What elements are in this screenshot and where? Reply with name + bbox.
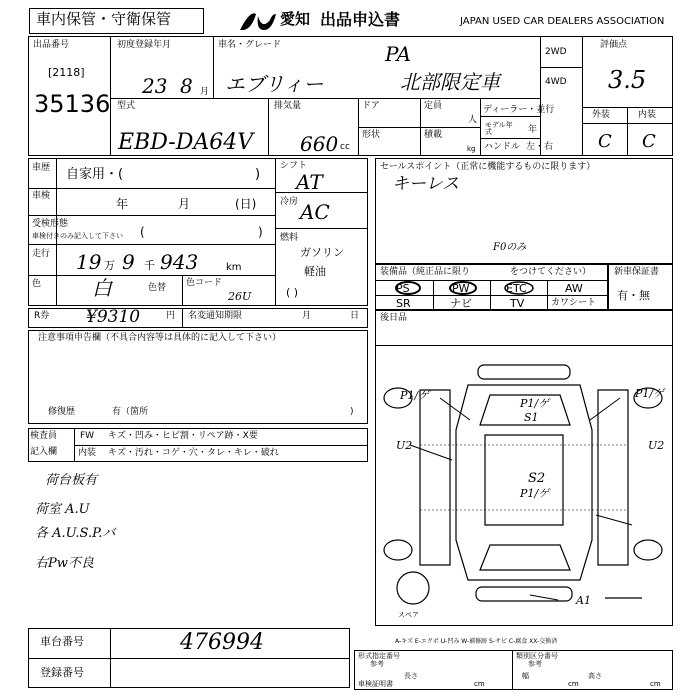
registration-month: 8 xyxy=(180,74,193,98)
equip-etc: ETC xyxy=(506,282,527,295)
sales-point-value: キーレス xyxy=(392,174,460,194)
diag-label-front-right: P1/ゲ xyxy=(635,387,665,400)
name-change-day: 日 xyxy=(350,311,360,321)
model-label: 型式 xyxy=(117,101,136,111)
load-label: 積載 xyxy=(424,130,443,140)
drive-2wd: 2WD xyxy=(545,47,567,57)
engine-value: 660 xyxy=(300,132,339,156)
remark-1: 荷台板有 xyxy=(45,473,98,488)
registration-label: 初度登録年月 xyxy=(117,40,172,50)
interior-grade: C xyxy=(642,131,656,152)
notes-box xyxy=(28,330,368,424)
color-code: 26U xyxy=(228,290,252,303)
model-year-label: モデル年式 xyxy=(485,121,513,136)
equipment-circle-marks xyxy=(375,264,608,310)
recycle-value: ¥9310 xyxy=(86,307,141,327)
equip-kawa-seat: カワシート xyxy=(551,298,597,308)
mileage-man-unit: 万 xyxy=(104,259,115,272)
history-close: ) xyxy=(255,167,261,182)
equipment-note: F0のみ xyxy=(493,242,527,253)
receipt-label: 受検形態 xyxy=(32,219,69,229)
lot-sub-number: [2118] xyxy=(48,66,85,79)
repair-value: 有（箇所 xyxy=(112,407,149,417)
registration-month-unit: 月 xyxy=(200,87,210,97)
warranty-value: 有・無 xyxy=(617,289,650,302)
interior-label: 内装 xyxy=(638,110,657,120)
engine-label: 排気量 xyxy=(274,101,302,111)
grade-code: PA xyxy=(385,42,412,66)
reg-number-label: 登録番号 xyxy=(40,666,84,679)
equipment-label2: をつけてください） xyxy=(510,267,592,277)
exterior-label: 外装 xyxy=(592,110,611,120)
fuel-paren: ( ) xyxy=(286,286,299,299)
diag-label-front-left: P1/ゲ xyxy=(400,389,430,402)
year-unit: 年 xyxy=(528,125,538,135)
assoc-name: JAPAN USED CAR DEALERS ASSOCIATION xyxy=(460,16,665,27)
ac-label: 冷房 xyxy=(280,197,299,207)
lot-number: 35136 xyxy=(34,90,111,118)
ju-logo xyxy=(236,8,280,34)
inspection-day: (日) xyxy=(235,197,257,211)
registration-year: 23 xyxy=(142,74,168,98)
inspector-record-label: 記入欄 xyxy=(30,447,58,457)
spec-form-ref: 参考 xyxy=(370,660,384,668)
spec-cm-3: cm xyxy=(650,680,661,688)
spec-cm-1: cm xyxy=(474,680,485,688)
chassis-value: 476994 xyxy=(180,630,264,655)
spec-class-ref: 参考 xyxy=(528,660,542,668)
spec-width: 幅 xyxy=(522,672,529,680)
diag-label-u2-right: U2 xyxy=(648,439,665,452)
equip-tv: TV xyxy=(510,297,525,310)
diagram-legend: A-キズ E-エクボ U-凹み W-補修跡 S-サビ C-腐食 XX-交換済 xyxy=(395,638,558,645)
receipt-note: 車検付きのみ記入して下さい xyxy=(32,232,123,240)
diag-label-s1: S1 xyxy=(524,411,539,424)
spec-cert-label: 車検証明書 xyxy=(358,680,393,688)
chassis-label: 車台番号 xyxy=(40,635,84,648)
lot-label: 出品番号 xyxy=(33,40,70,50)
spec-form-label: 形式指定番号 xyxy=(358,652,400,660)
color-label: 色 xyxy=(32,279,42,289)
equip-navi: ナビ xyxy=(450,297,472,310)
spec-box xyxy=(354,650,673,690)
receipt-paren-open: ( xyxy=(140,225,145,239)
capacity-label: 定員 xyxy=(424,101,443,111)
doors-label: ドア xyxy=(362,101,380,111)
storage-label: 車内保管・守衛保管 xyxy=(36,10,172,28)
spec-height: 高さ xyxy=(588,672,602,680)
rating-score: 3.5 xyxy=(608,66,647,94)
spec-length: 長さ xyxy=(404,672,418,680)
drive-4wd: 4WD xyxy=(545,77,567,87)
diag-label-u2-left: U2 xyxy=(396,439,413,452)
mileage-sen-unit: 千 xyxy=(144,259,155,272)
equipment-label: 装備品（純正品に限り xyxy=(380,267,471,277)
inspector-fw-items: キズ・凹み・ヒビ割・リペア跡・X要 xyxy=(108,431,258,441)
mileage-unit: km xyxy=(226,262,242,273)
ac-value: AC xyxy=(300,200,330,224)
remark-2: 荷室 A.U xyxy=(35,502,90,517)
equip-ps: PS xyxy=(396,282,410,295)
diag-label-hood: P1/ゲ xyxy=(520,397,550,410)
equip-sr: SR xyxy=(396,297,411,310)
capacity-unit: 人 xyxy=(468,115,478,125)
inspection-year: 年 xyxy=(116,197,129,211)
inspector-label: 検査員 xyxy=(30,431,58,441)
diag-label-roof: P1/ゲ xyxy=(520,487,550,500)
color-code-label: 色コード xyxy=(186,278,223,288)
form-title: 出品申込書 xyxy=(320,10,401,29)
warranty-label: 新車保証書 xyxy=(614,267,660,277)
recycle-unit: 円 xyxy=(166,311,176,321)
inspection-label: 車検 xyxy=(32,191,51,201)
fuel-diesel: 軽油 xyxy=(304,265,326,278)
fuel-gasoline: ガソリン xyxy=(300,246,344,259)
load-unit: kg xyxy=(467,145,476,153)
remark-4: 右Pw不良 xyxy=(35,556,94,571)
repair-label: 修復歴 xyxy=(48,407,76,417)
mileage-sen: 9 xyxy=(122,250,135,274)
diag-label-a1: A1 xyxy=(576,594,591,607)
car-name-label: 車名・グレード xyxy=(218,40,282,50)
diag-label-spare: スペア xyxy=(398,611,419,619)
diag-label-s2: S2 xyxy=(528,471,546,486)
handle-options: 左・右 xyxy=(526,142,554,152)
recycle-label: R券 xyxy=(34,311,50,321)
remark-3: 各 A.U.S.P.バ xyxy=(35,526,116,541)
model-value: EBD-DA64V xyxy=(118,130,254,155)
color-replaced-label: 色替 xyxy=(148,283,167,293)
dealer-label: ディーラー・並行 xyxy=(483,105,555,115)
car-name: エブリィー xyxy=(225,72,324,96)
equip-pw: PW xyxy=(452,282,470,295)
notes-label: 注意事項申告欄（不具合内容等は具体的に記入して下さい） xyxy=(38,333,282,343)
equip-aw: AW xyxy=(565,282,583,295)
repair-close: ) xyxy=(350,407,354,417)
fuel-label: 燃料 xyxy=(280,233,299,243)
org-name: 愛知 xyxy=(280,10,311,28)
car-grade: 北部限定車 xyxy=(400,70,500,94)
inspector-interior-items: キズ・汚れ・コゲ・穴・タレ・キレ・破れ xyxy=(108,448,279,458)
post-registration-label: 後日品 xyxy=(380,313,408,323)
mileage-rest: 943 xyxy=(160,250,199,274)
inspection-month: 月 xyxy=(178,197,191,211)
sales-point-label: セールスポイント（正常に機能するものに限ります） xyxy=(380,162,596,172)
spec-class-label: 類別区分番号 xyxy=(516,652,558,660)
color-value: 白 xyxy=(92,276,112,300)
handle-label: ハンドル xyxy=(484,142,521,152)
mileage-label: 走行 xyxy=(32,249,51,259)
shift-value: AT xyxy=(296,170,323,194)
exterior-grade: C xyxy=(598,131,612,152)
name-change-month: 月 xyxy=(302,311,312,321)
engine-unit: cc xyxy=(340,142,350,152)
history-value: 自家用・( xyxy=(66,167,124,182)
shift-label: シフト xyxy=(280,161,308,171)
inspector-fw-label: FW xyxy=(80,431,95,441)
mileage-man: 19 xyxy=(76,250,102,274)
name-change-label: 名変通知期限 xyxy=(188,311,243,321)
inspector-interior-label: 内装 xyxy=(78,448,97,458)
rating-label: 評価点 xyxy=(600,40,628,50)
history-label: 車歴 xyxy=(32,163,51,173)
receipt-paren-close: ) xyxy=(258,225,263,239)
shape-label: 形状 xyxy=(362,130,381,140)
spec-cm-2: cm xyxy=(568,680,579,688)
